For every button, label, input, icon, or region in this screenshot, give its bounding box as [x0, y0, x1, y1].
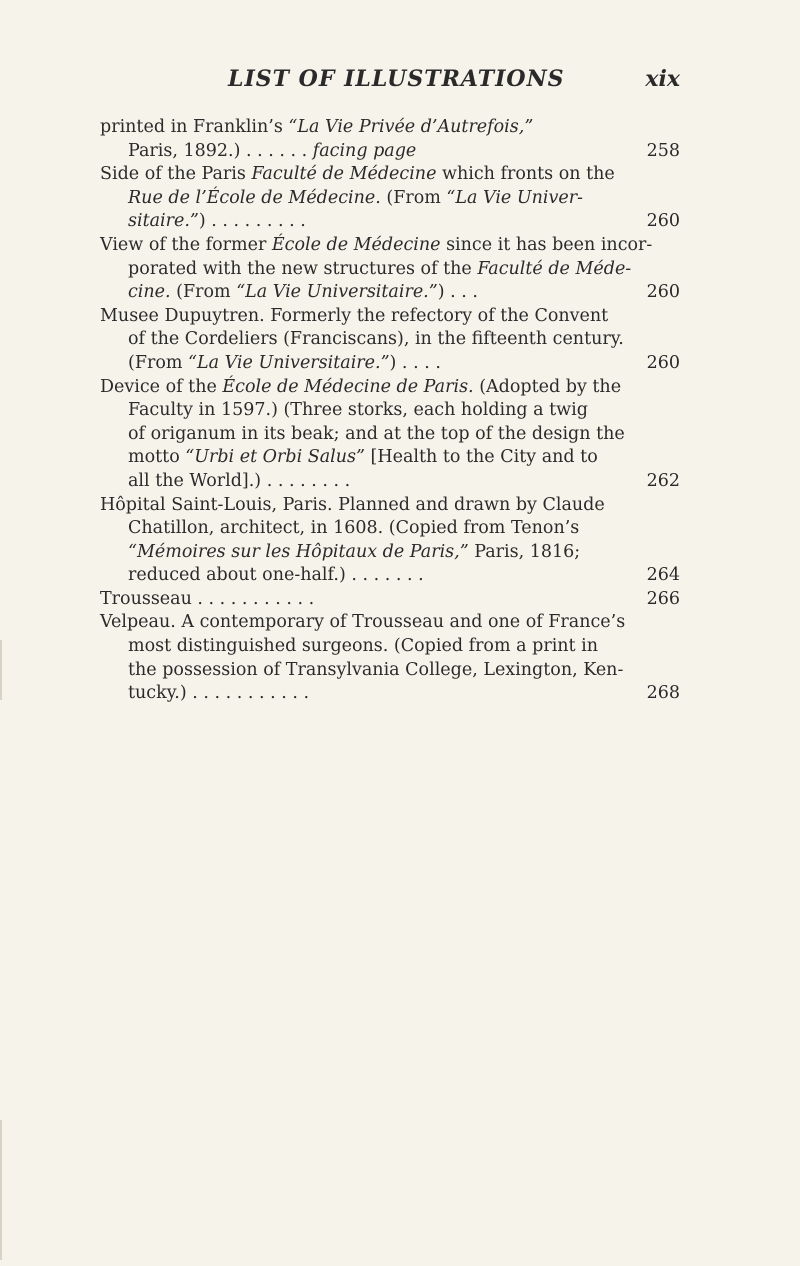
entry-line [100, 281, 680, 305]
entry-text: Hôpital Saint-Louis, Paris. Planned and drawn by Claude [100, 494, 605, 515]
entry-text: printed in Franklin’s [100, 117, 289, 137]
entry-italic-text: École de Médecine de Paris. [222, 376, 474, 397]
entry-line [100, 423, 680, 447]
entry-line [100, 541, 680, 565]
illustration-entry [100, 588, 680, 612]
entry-text: ) . . . . [389, 352, 441, 373]
entry-italic-text: “La Vie Privée d’Autrefois,” [288, 117, 534, 137]
entry-text: all the World].) . . . . . . . . [128, 470, 351, 491]
entry-text: most distinguished surgeons. (Copied from a print in [128, 636, 599, 657]
entry-text: which fronts on the [436, 164, 615, 185]
entry-line [100, 305, 680, 329]
page-edge-shadow [0, 1120, 2, 1260]
entry-line [100, 588, 680, 612]
entry-text: since it has been incor- [440, 234, 653, 255]
entry-line [100, 234, 680, 258]
entry-line [100, 659, 680, 683]
entry-line [100, 376, 680, 400]
entry-line [100, 470, 680, 494]
entry-text: motto [128, 447, 186, 468]
page-reference: 260 [646, 282, 680, 303]
page-reference: 266 [646, 588, 680, 609]
illustrations-list [100, 116, 680, 706]
entry-text: ) . . . . . . . . . [198, 211, 306, 232]
illustration-entry [100, 494, 680, 588]
entry-text: Faculty in 1597.) (Three storks, each holding a twig [128, 400, 588, 421]
entry-line [100, 446, 680, 470]
page-reference: 262 [646, 470, 680, 491]
entry-text: ) . . . [437, 282, 478, 303]
entry-text: Paris, 1816; [468, 541, 581, 562]
page-reference: 260 [646, 352, 680, 373]
entry-italic-text: sitaire.” [128, 211, 199, 232]
illustration-entry [100, 116, 680, 163]
entry-italic-text: “La Vie Universitaire.” [188, 352, 390, 373]
entry-line [100, 116, 680, 140]
illustration-entry [100, 305, 680, 376]
running-title: LIST OF ILLUSTRATIONS [228, 66, 565, 92]
entry-text: Device of the [100, 376, 223, 397]
entry-line [100, 328, 680, 352]
entry-italic-text: cine. [128, 282, 171, 303]
page-reference: 260 [646, 211, 680, 232]
illustration-entry [100, 163, 680, 234]
entry-line [100, 635, 680, 659]
entry-text: the possession of Transylvania College, Lexington, Ken- [128, 659, 624, 680]
entry-italic-text: Faculté de Méde- [477, 258, 632, 279]
entry-text: reduced about one-half.) . . . . . . . [128, 565, 424, 586]
page-number: xix [645, 66, 680, 92]
entry-text: tucky.) . . . . . . . . . . . [128, 683, 310, 704]
entry-line [100, 399, 680, 423]
entry-line [100, 611, 680, 635]
entry-text: (From [170, 282, 237, 303]
illustration-entry [100, 376, 680, 494]
entry-italic-text: “Urbi et Orbi Salus” [185, 447, 365, 468]
entry-line [100, 187, 680, 211]
entry-text: Trousseau . . . . . . . . . . . [100, 588, 315, 609]
illustration-entry [100, 234, 680, 305]
entry-text: Chatillon, architect, in 1608. (Copied from Tenon’s [128, 518, 580, 539]
entry-text: of the Cordeliers (Franciscans), in the fifteenth century. [128, 329, 624, 350]
entry-italic-text: “Mémoires sur les Hôpitaux de Paris,” [128, 541, 469, 562]
entry-text: (From [380, 187, 447, 208]
entry-italic-text: “La Vie Universitaire.” [236, 282, 438, 303]
entry-italic-text: École de Médecine [271, 234, 441, 255]
entry-italic-text: Faculté de Médecine [251, 164, 437, 185]
running-header [228, 66, 680, 92]
entry-text: porated with the new structures of the [128, 258, 478, 279]
page-reference: 258 [646, 140, 680, 161]
entry-text: Musee Dupuytren. Formerly the refectory of the Convent [100, 305, 609, 326]
entry-line [100, 140, 680, 164]
page-reference: 268 [646, 683, 680, 704]
entry-italic-text: “La Vie Univer- [446, 187, 583, 208]
illustration-entry [100, 611, 680, 705]
entry-text: (From [128, 352, 189, 373]
entry-line [100, 163, 680, 187]
entry-line [100, 564, 680, 588]
entry-text: [Health to the City and to [364, 447, 598, 468]
entry-italic-text: Rue de l’École de Médecine. [128, 187, 381, 208]
entry-text: View of the former [100, 234, 272, 255]
entry-line [100, 210, 680, 234]
entry-line [100, 258, 680, 282]
entry-text: Side of the Paris [100, 164, 252, 185]
entry-italic-text: facing page [312, 140, 417, 161]
entry-line [100, 517, 680, 541]
page-edge-shadow [0, 640, 2, 700]
entry-line [100, 352, 680, 376]
page-reference: 264 [646, 565, 680, 586]
entry-line [100, 682, 680, 706]
entry-text: of origanum in its beak; and at the top of the design the [128, 423, 625, 444]
entry-text: Paris, 1892.) . . . . . . [128, 140, 313, 161]
entry-line [100, 494, 680, 518]
entry-text: (Adopted by the [473, 376, 622, 397]
entry-text: Velpeau. A contemporary of Trousseau and one of France’s [100, 612, 626, 633]
